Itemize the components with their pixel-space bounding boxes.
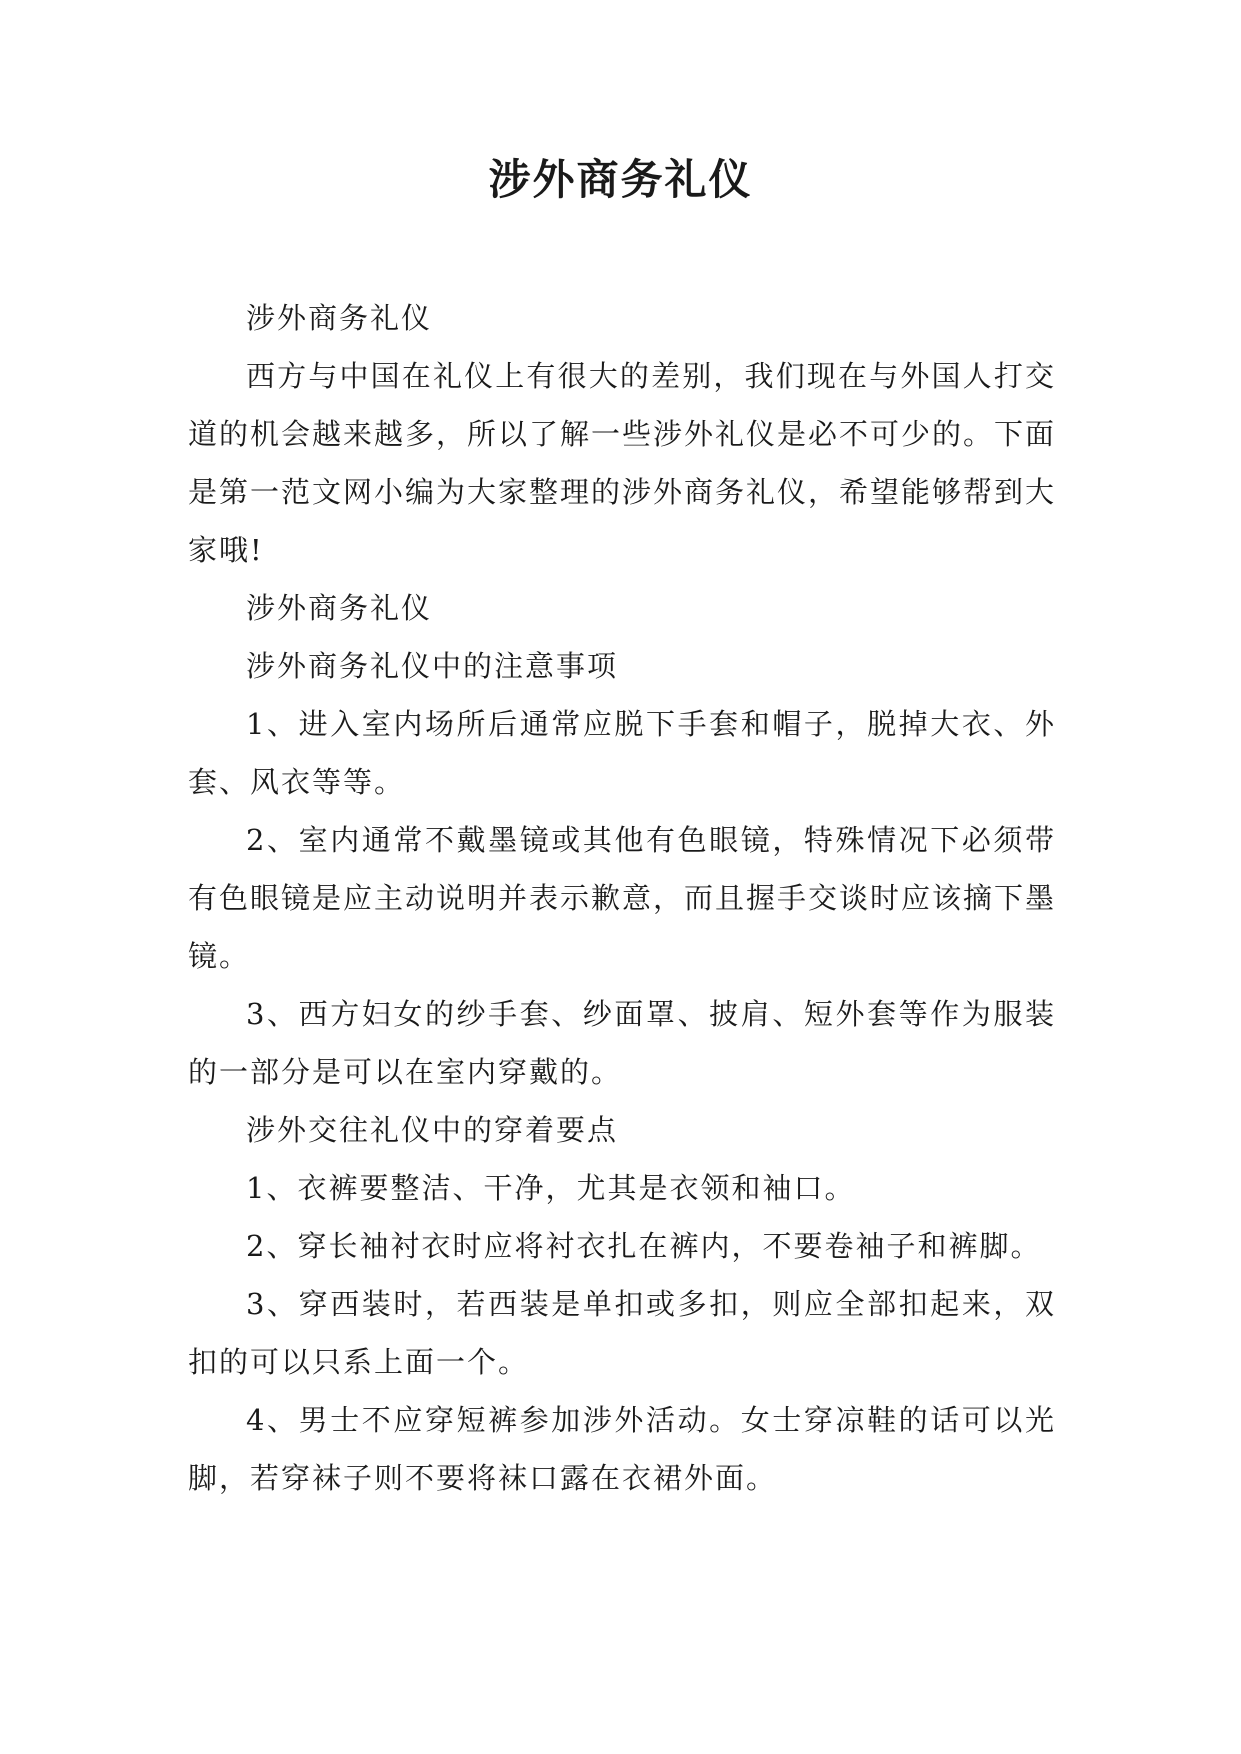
paragraph-note-1: 1、进入室内场所后通常应脱下手套和帽子，脱掉大衣、外套、风衣等等。: [188, 707, 1056, 799]
paragraph-note-3: 3、西方妇女的纱手套、纱面罩、披肩、短外套等作为服装的一部分是可以在室内穿戴的。: [188, 997, 1056, 1089]
paragraph-subtitle: 涉外商务礼仪: [246, 301, 433, 335]
paragraph-dress-3: 3、穿西装时，若西装是单扣或多扣，则应全部扣起来，双扣的可以只系上面一个。: [188, 1287, 1056, 1379]
document-title: 涉外商务礼仪: [488, 155, 753, 204]
paragraph-dress-4: 4、男士不应穿短裤参加涉外活动。女士穿凉鞋的话可以光脚，若穿袜子则不要将袜口露在衣裙外面。: [188, 1403, 1056, 1495]
document-body: [188, 289, 1056, 1507]
paragraph-intro: 西方与中国在礼仪上有很大的差别，我们现在与外国人打交道的机会越来越多，所以了解一些涉外礼仪是必不可少的。下面是第一范文网小编为大家整理的涉外商务礼仪，希望能够帮到大家哦!: [188, 359, 1057, 567]
paragraph-note-2: 2、室内通常不戴墨镜或其他有色眼镜，特殊情况下必须带有色眼镜是应主动说明并表示歉意，而且握手交谈时应该摘下墨镜。: [188, 823, 1057, 973]
paragraph-section-title: 涉外商务礼仪: [246, 591, 433, 625]
paragraph-dress-2: 2、穿长袖衬衣时应将衬衣扎在裤内，不要卷袖子和裤脚。: [246, 1229, 1042, 1263]
paragraph-heading-notes: 涉外商务礼仪中的注意事项: [246, 649, 619, 683]
paragraph-heading-dress: 涉外交往礼仪中的穿着要点: [246, 1113, 619, 1147]
paragraph-dress-1: 1、衣裤要整洁、干净，尤其是衣领和袖口。: [246, 1171, 856, 1205]
